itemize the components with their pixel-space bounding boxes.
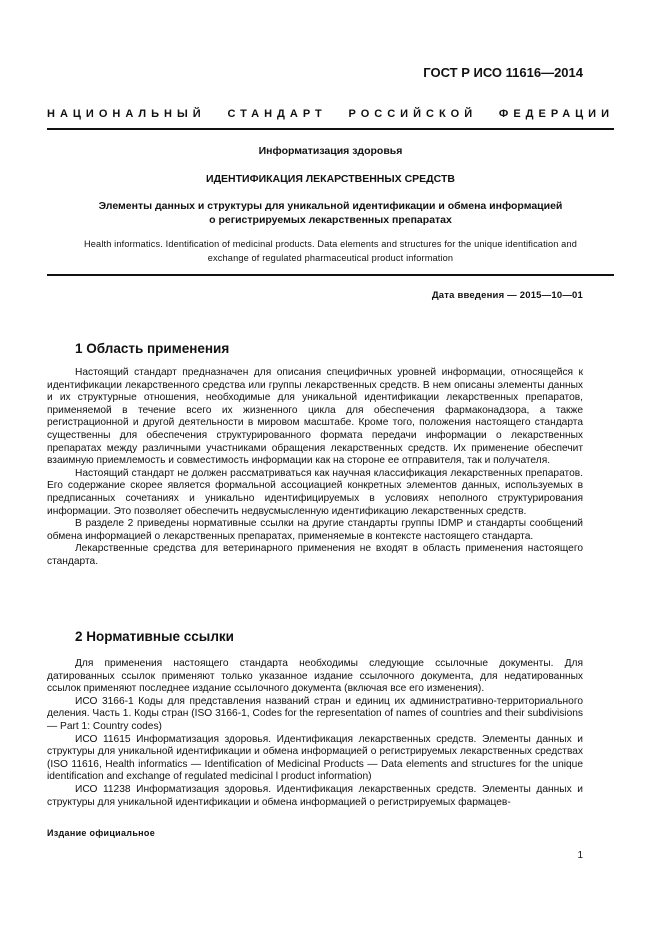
title-subtitle — [47, 199, 614, 227]
section-2-heading: 2 Нормативные ссылки — [75, 629, 234, 644]
paragraph: Для применения настоящего стандарта необходимы следующие ссылочные документы. Для датированных ссылок применяют только указанное издание ссылочного документа, для недатированных ссылок применяют последнее издание ссылочного документа (включая все его изменения). — [47, 658, 583, 695]
section-1-body — [47, 367, 583, 569]
header-rule — [47, 128, 614, 130]
title-rule — [47, 274, 614, 276]
title-main: ИДЕНТИФИКАЦИЯ ЛЕКАРСТВЕННЫХ СРЕДСТВ — [206, 173, 455, 185]
english-title-line-2: exchange of regulated pharmaceutical product information — [207, 252, 454, 263]
page-number: 1 — [577, 850, 583, 861]
english-title — [47, 238, 614, 265]
paragraph: Лекарственные средства для ветеринарного применения не входят в область применения настоящего стандарта. — [47, 543, 583, 567]
paragraph: В разделе 2 приведены нормативные ссылки на другие стандарты группы IDMP и стандарты сообщений обмена информацией о лекарственных препаратах, применяемые в контексте настоящего стандарта. — [47, 518, 583, 542]
subtitle-line-2: о регистрируемых лекарственных препаратах — [209, 214, 452, 226]
paragraph: Настоящий стандарт предназначен для описания специфичных уровней информации, относящейся к идентификации лекарственного средства или группы лекарственных средств. В нем описаны элементы данных и их структурные отношения, необходимые для уникальной идентификации лекарственных препаратов, применяемой в течение всего их жизненного цикла для обеспечения фармаконадзора, а также регистрационной и другой деятельности в мировом масштабе. Кроме того, положения настоящего стандарта существенны для обеспечения структурированного формата передачи информации о лекарственных препаратах между различными участниками обращения лекарственных средств. Их применение обеспечит взаимную приемлемость и совместимость информации как на стороне ее отправителя, так и получателя. — [47, 367, 583, 467]
paragraph: ИСО 3166-1 Коды для представления названий стран и единиц их административно-территориального деления. Часть 1. Коды стран (ISO 3166-1, Codes for the representation of names of countries and their subdivisions — Part 1: Country codes) — [47, 695, 583, 732]
subtitle-line-1: Элементы данных и структуры для уникальной идентификации и обмена информацией — [98, 200, 563, 212]
national-standard-banner: НАЦИОНАЛЬНЫЙ СТАНДАРТ РОССИЙСКОЙ ФЕДЕРАЦИИ — [47, 108, 614, 120]
paragraph: ИСО 11615 Информатизация здоровья. Идентификация лекарственных средств. Элементы данных и структуры для уникальной идентификации и обмена информацией о регистрируемых лекарственных средствах (ISO 11616, Health informatics — Identification of Medicinal Products — Data elements and structures for the unique identification and exchange of regulated medicinal l product information) — [47, 733, 583, 783]
edition-label: Издание официальное — [47, 828, 156, 838]
section-1-heading: 1 Область применения — [75, 341, 230, 356]
english-title-line-1: Health informatics. Identification of medicinal products. Data elements and structures for the unique identification and — [84, 239, 577, 249]
introduction-date: Дата введения — 2015—10—01 — [431, 290, 583, 301]
document-id: ГОСТ Р ИСО 11616—2014 — [423, 65, 583, 80]
section-2-body — [47, 658, 583, 809]
paragraph: ИСО 11238 Информатизация здоровья. Идентификация лекарственных средств. Элементы данных и структуры для уникальной идентификации и обмена информацией о регистрируемых фармацев- — [47, 783, 583, 808]
paragraph: Настоящий стандарт не должен рассматриваться как научная классификация лекарственных препаратов. Его содержание скорее является формальной ассоциацией конкретных элементов данных, используемых в предписанных сочетаниях и уникально идентифицируемых в условиях неполного структурирования информации. Это позволяет обеспечить недвусмысленную идентификацию лекарственных средств. — [47, 467, 583, 517]
title-field: Информатизация здоровья — [258, 145, 403, 157]
